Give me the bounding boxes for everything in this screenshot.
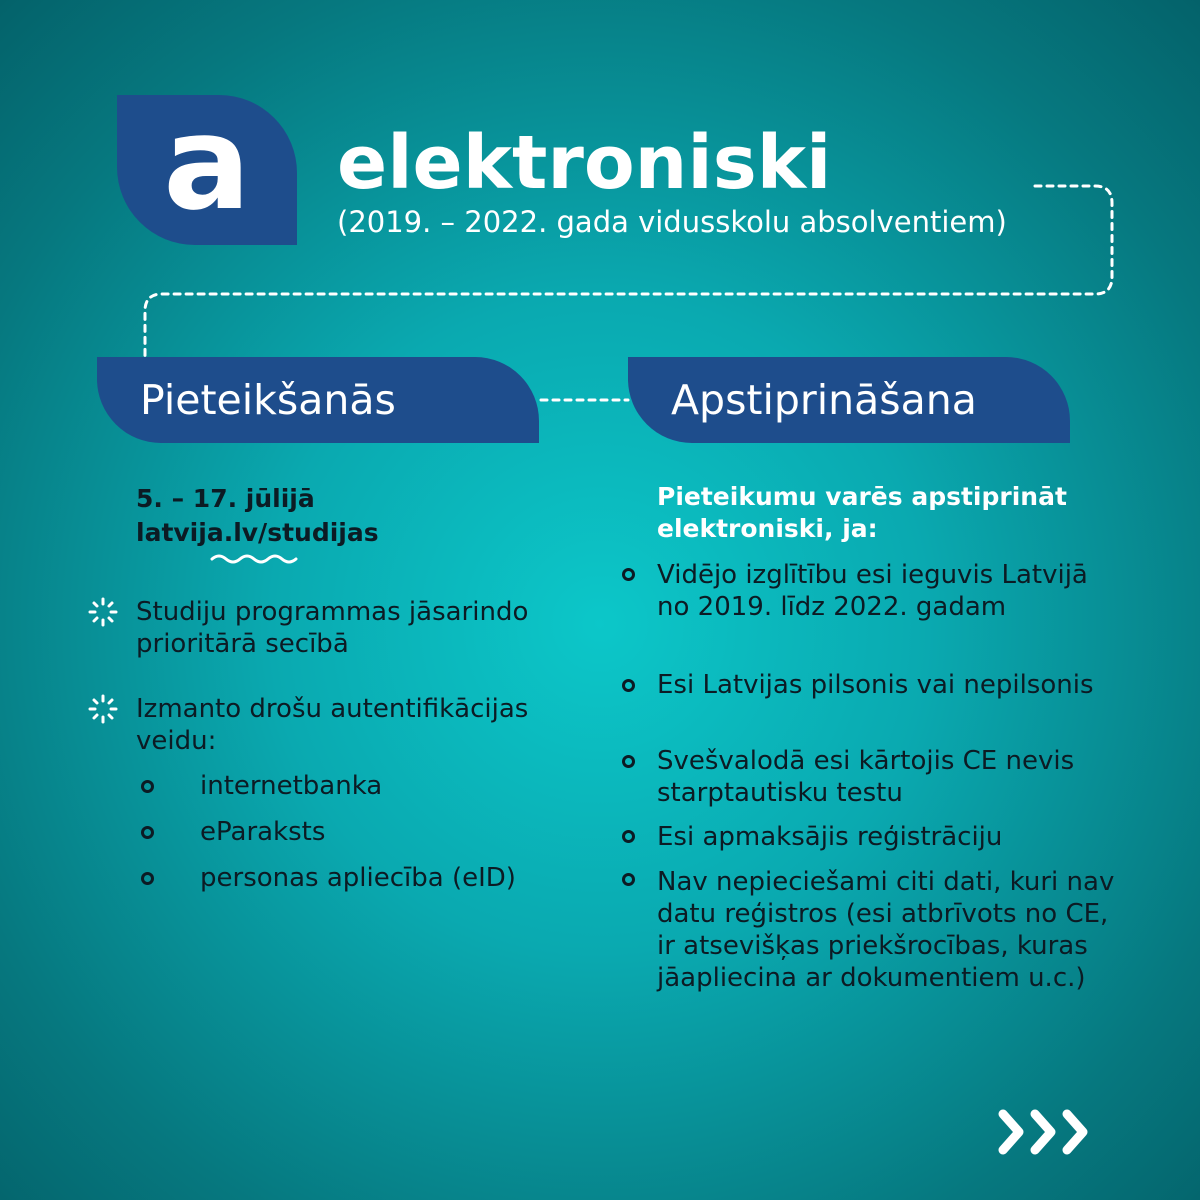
auth-method-internetbank: internetbanka bbox=[200, 771, 383, 801]
circle-bullet-icon bbox=[141, 872, 154, 885]
circle-bullet-icon bbox=[622, 830, 635, 843]
logo-letter: a bbox=[163, 87, 251, 239]
page-subtitle: (2019. – 2022. gada vidusskolu absolventiem) bbox=[337, 205, 1007, 239]
sparkle-icon bbox=[88, 597, 118, 627]
conditions-intro: Pieteikumu varēs apstiprināt elektroniski, ja: bbox=[657, 482, 1067, 543]
section-heading-confirmation bbox=[628, 357, 1070, 443]
condition-registration-paid: Esi apmaksājis reģistrāciju bbox=[657, 822, 1003, 852]
circle-bullet-icon bbox=[141, 826, 154, 839]
circle-bullet-icon bbox=[141, 780, 154, 793]
sparkle-icon bbox=[88, 694, 118, 724]
section-heading-application bbox=[97, 357, 539, 443]
next-arrows-icon[interactable] bbox=[995, 1104, 1095, 1160]
section-heading-application-label: Pieteikšanās bbox=[140, 376, 396, 424]
condition-no-extra-data: Nav nepieciešami citi dati, kuri nav datu reģistros (esi atbrīvots no CE, ir atsevišķas priekšrocības, kuras jāapliecina ar dokumentiem u.c.) bbox=[657, 867, 1115, 993]
condition-education: Vidējo izglītību esi ieguvis Latvijā no 2019. līdz 2022. gadam bbox=[657, 560, 1088, 622]
application-dates: 5. – 17. jūlijā bbox=[136, 484, 315, 513]
circle-bullet-icon bbox=[622, 755, 635, 768]
requirement-secure-auth: Izmanto drošu autentifikācijas veidu: bbox=[136, 694, 529, 756]
requirement-priority-order: Studiju programmas jāsarindo prioritārā secībā bbox=[136, 597, 529, 659]
circle-bullet-icon bbox=[622, 568, 635, 581]
condition-citizenship: Esi Latvijas pilsonis vai nepilsonis bbox=[657, 670, 1094, 700]
auth-method-eparaksts: eParaksts bbox=[200, 817, 326, 847]
auth-method-eid: personas apliecība (eID) bbox=[200, 863, 516, 893]
circle-bullet-icon bbox=[622, 873, 635, 886]
application-link[interactable]: latvija.lv/studijas bbox=[136, 518, 379, 547]
page-title: elektroniski bbox=[337, 120, 832, 206]
squiggle-underline bbox=[210, 551, 300, 567]
condition-language-exam: Svešvalodā esi kārtojis CE nevis starptautisku testu bbox=[657, 746, 1075, 808]
circle-bullet-icon bbox=[622, 679, 635, 692]
section-heading-confirmation-label: Apstiprināšana bbox=[671, 376, 977, 424]
